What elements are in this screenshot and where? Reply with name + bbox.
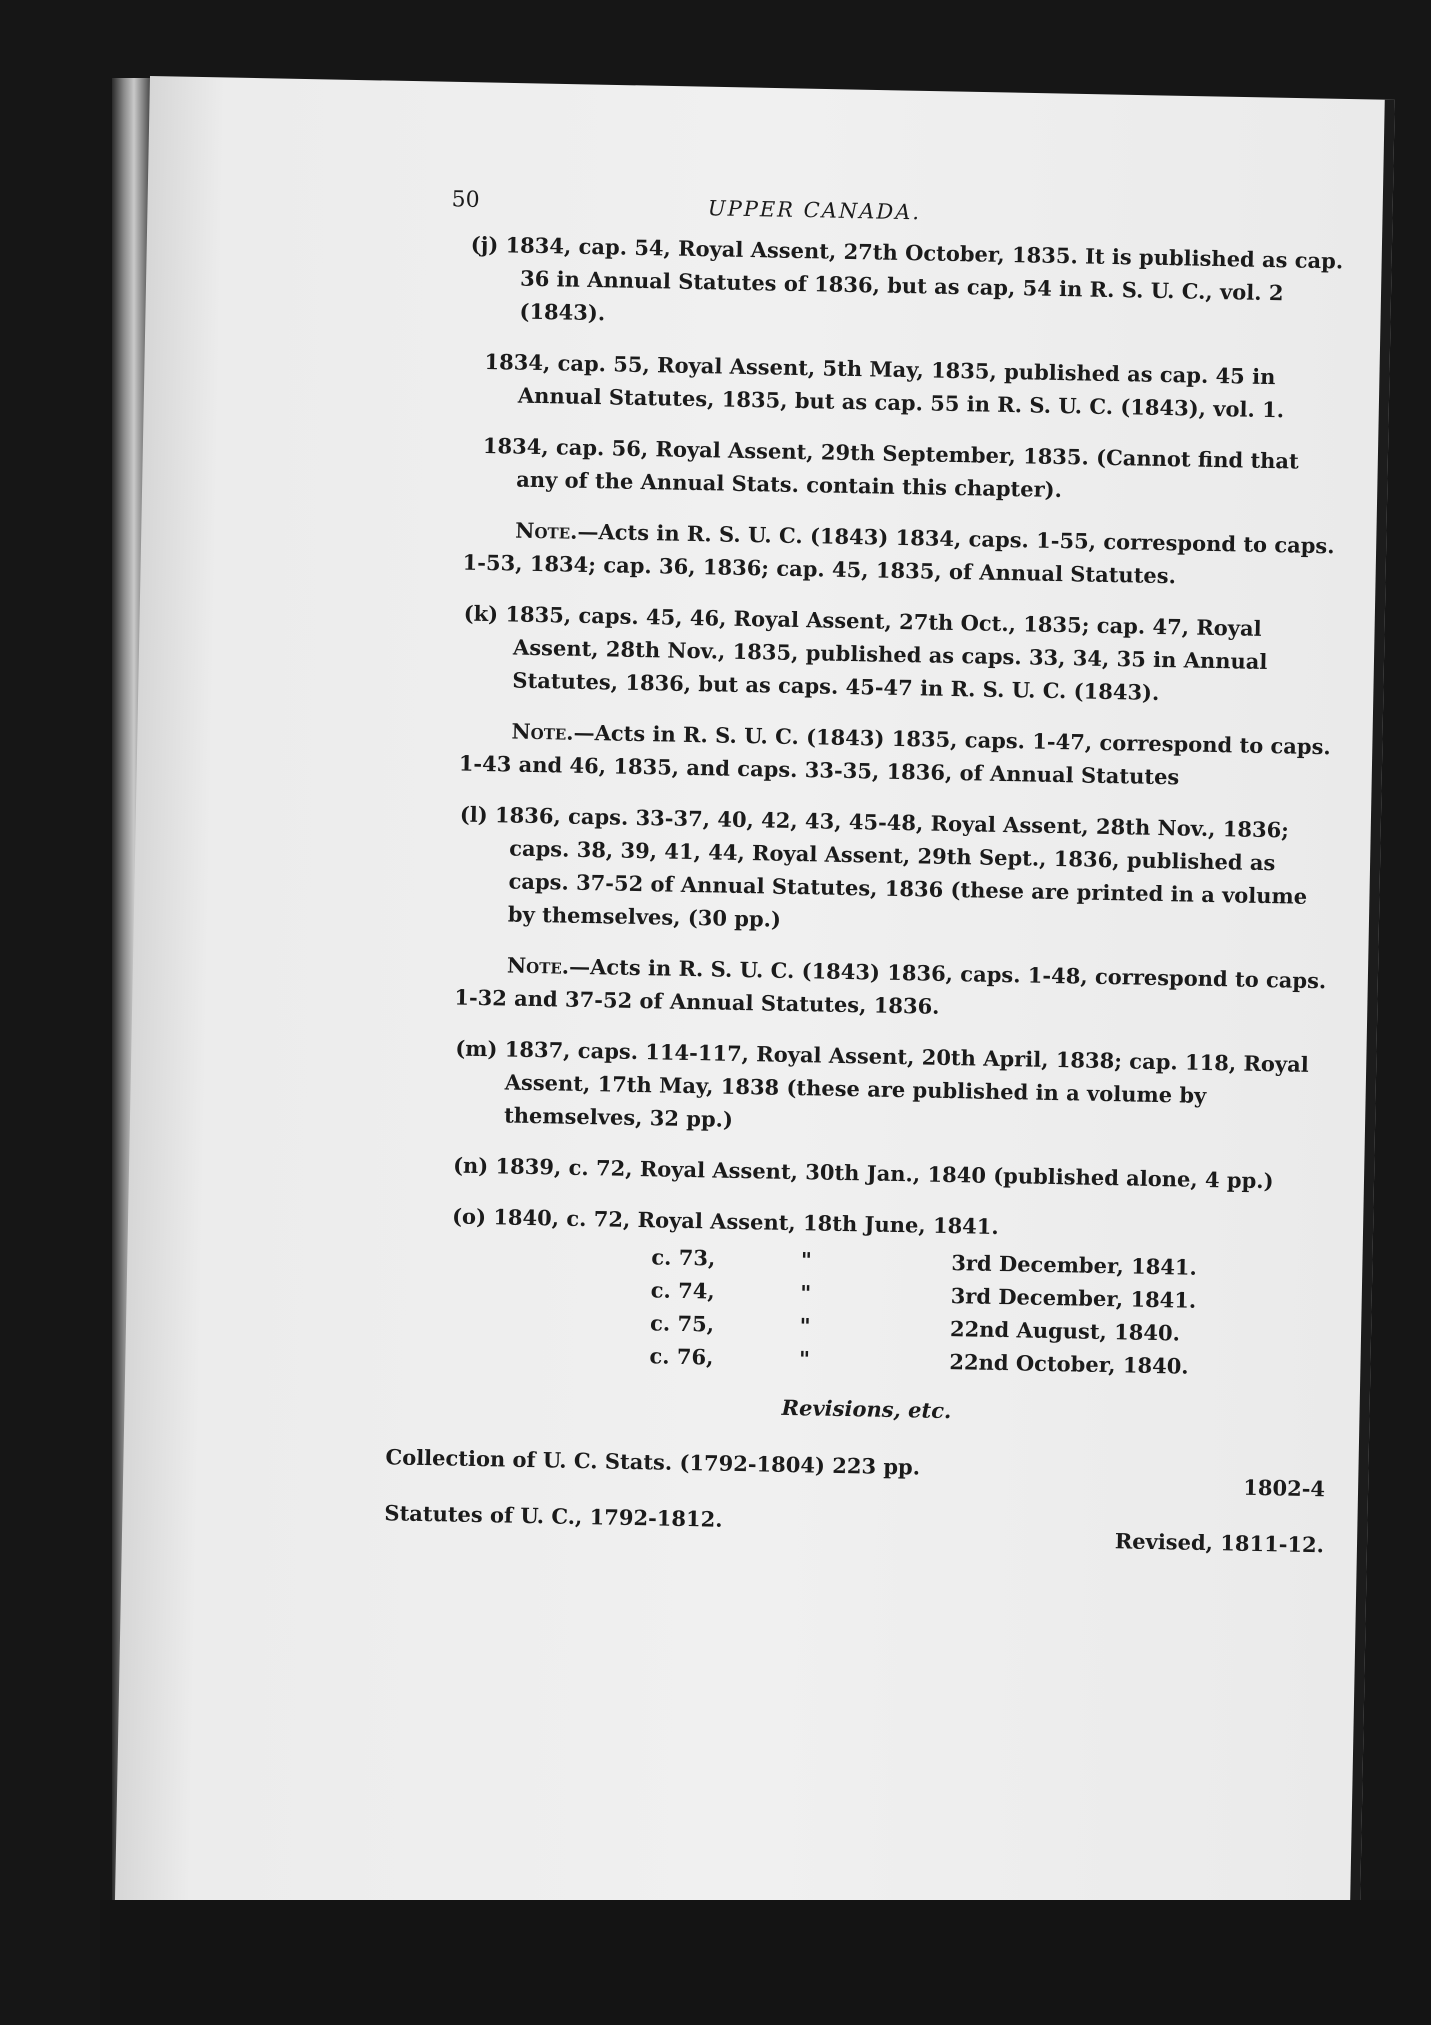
note-label: Note. <box>506 952 570 979</box>
date-cell: 3rd December, 1841. <box>951 1250 1198 1280</box>
revision-date: Revised, 1811-12. <box>1114 1528 1325 1558</box>
note-label: Note. <box>515 517 578 544</box>
note-text: —Acts in R. S. U. C. (1843) 1835, caps. 1-47, correspond to caps. 1-43 and 46, 1835, and caps. 33-35, 1836, of Annual Statutes <box>458 719 1331 790</box>
entry-text: 1837, caps. 114-117, Royal Assent, 20th April, 1838; cap. 118, Royal Assent, 17th May, 1838 (these are published in a volume by themselves, 32 pp.) <box>503 1036 1309 1132</box>
cap-cell: c. 76, <box>649 1343 714 1370</box>
entry-text: 1834, cap. 54, Royal Assent, 27th October, 1835. It is published as cap. 36 in Annual Statutes of 1836, but as cap, 54 in R. S. U. C., vol. 2 (1843). <box>505 232 1344 326</box>
ditto-cell: " <box>799 1313 811 1339</box>
entry-text: 1836, caps. 33-37, 40, 42, 43, 45-48, Royal Assent, 28th Nov., 1836; caps. 38, 39, 41, 44, Royal Assent, 29th Sept., 1836, published as caps. 37-52 of Annual Statutes, 1836 (these are printed in a volume by themselves, (30 pp.) <box>494 802 1308 932</box>
cap-cell: c. 75, <box>649 1310 715 1337</box>
note-1834 <box>272 509 1343 596</box>
note-1835 <box>269 710 1340 797</box>
entry-n <box>261 1145 1331 1199</box>
entry-l <box>266 794 1338 947</box>
note-text: —Acts in R. S. U. C. (1843) 1834, caps. 1-55, correspond to caps. 1-53, 1834; cap. 36, 1836; cap. 45, 1835, of Annual Statutes. <box>462 518 1335 589</box>
note-label: Note. <box>511 718 574 745</box>
entry-j <box>277 224 1349 344</box>
running-head: UPPER CANADA. <box>707 196 922 225</box>
revision-title: Collection of U. C. Stats. (1792-1804) 223 pp. <box>385 1444 921 1480</box>
entry-text: 1840, c. 72, Royal Assent, 18th June, 1841. <box>493 1204 999 1239</box>
entry-label: (l) <box>459 801 488 828</box>
entry-label: (m) <box>455 1035 498 1062</box>
entry-text: 1839, c. 72, Royal Assent, 30th Jan., 1840 (published alone, 4 pp.) <box>495 1153 1274 1194</box>
entry-k <box>270 593 1342 713</box>
date-cell: 22nd October, 1840. <box>949 1349 1189 1379</box>
subentry-j-cap-56: 1834, cap. 56, Royal Assent, 29th September, 1835. (Cannot find that any of the Annual Stats. contain this chapter). <box>482 432 1299 503</box>
caps-table <box>257 1233 1197 1383</box>
revision-title: Statutes of U. C., 1792-1812. <box>384 1500 723 1532</box>
revision-date: 1802-4 <box>1243 1474 1326 1502</box>
page-number: 50 <box>451 187 480 213</box>
date-cell: 3rd December, 1841. <box>950 1283 1197 1313</box>
page-content <box>254 180 1350 1570</box>
entry-text: 1835, caps. 45, 46, Royal Assent, 27th Oct., 1835; cap. 47, Royal Assent, 28th Nov., 1835, published as caps. 33, 34, 35 in Annual Statutes, 1836, but as caps. 45-47 in R. S. U. C. (1843). <box>505 601 1268 705</box>
entry-label: (k) <box>463 600 499 627</box>
note-text: —Acts in R. S. U. C. (1843) 1836, caps. 1-48, correspond to caps. 1-32 and 37-52 of Annual Statutes, 1836. <box>454 953 1327 1019</box>
entry-m <box>262 1028 1334 1148</box>
entry-label: (j) <box>470 231 499 258</box>
entry-label: (o) <box>451 1203 487 1230</box>
cap-cell: c. 73, <box>651 1244 716 1271</box>
ditto-cell: " <box>800 1247 813 1273</box>
entry-label: (n) <box>452 1152 489 1179</box>
ditto-cell: " <box>800 1280 812 1306</box>
page-edge <box>1350 100 1395 1935</box>
ditto-cell: " <box>798 1346 811 1372</box>
bottom-shadow <box>100 1900 1431 2025</box>
subentry-j-cap-55: 1834, cap. 55, Royal Assent, 5th May, 1835, published as cap. 45 in Annual Statutes, 1835, but as cap. 55 in R. S. U. C. (1843), vol. 1. <box>484 348 1285 423</box>
date-cell: 22nd August, 1840. <box>949 1316 1181 1346</box>
section-heading: Revisions, etc. <box>781 1394 952 1424</box>
cap-cell: c. 74, <box>650 1277 715 1304</box>
note-1836 <box>264 944 1335 1031</box>
